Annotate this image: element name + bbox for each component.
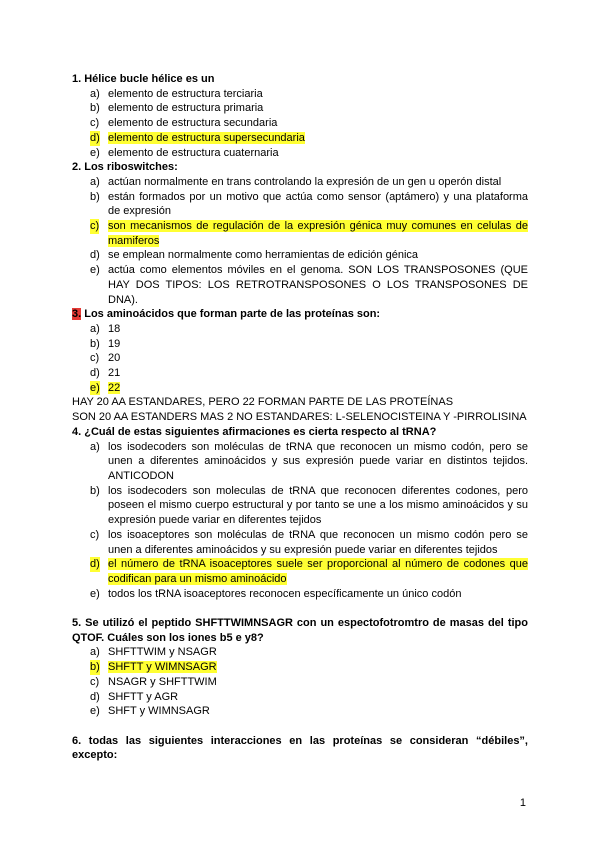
- option-4e: e) todos los tRNA isoaceptores reconocen específicamente un único codón: [90, 587, 462, 600]
- option-3c: c) 20: [90, 352, 121, 365]
- question-3-number: 3.: [72, 308, 82, 321]
- note-line-2: SON 20 AA ESTANDERS MAS 2 NO ESTANDARES: L-SELENOCISTEINA Y -PIRROLISINA: [72, 411, 527, 424]
- question-2-title: 2. Los riboswitches:: [72, 161, 178, 174]
- option-2e: e) actúa como elementos móviles en el genoma. SON LOS TRANSPOSONES (QUE HAY DOS TIPOS: LOS RETROTRANSPOSONES O LOS TRANSPOSONES DE DNA).: [90, 264, 528, 306]
- option-4c: c) los isoaceptores son moléculas de tRNA que reconocen un mismo codón pero se unen a diferentes aminoácidos y su expresión puede variar en diferentes tejidos: [90, 528, 528, 556]
- option-1a: a) elemento de estructura terciaria: [90, 87, 263, 100]
- question-1-options: [72, 87, 528, 161]
- question-4-options: [72, 440, 528, 602]
- question-2-options: [72, 175, 528, 307]
- question-3-title: 3. Los aminoácidos que forman parte de las proteínas son:: [72, 308, 381, 321]
- option-1d: d) elemento de estructura supersecundaria: [90, 131, 305, 144]
- spacer: [72, 719, 528, 734]
- question-4-title: 4. ¿Cuál de estas siguientes afirmaciones es cierta respecto al tRNA?: [72, 425, 437, 438]
- highlighted-answer: el número de tRNA isoaceptores suele ser proporcional al número de codones que codifican para un mismo aminoácido: [108, 558, 528, 585]
- option-3d: d) 21: [90, 367, 121, 380]
- option-5b: b) SHFTT y WIMNSAGR: [90, 661, 217, 674]
- question-1-title: 1. Hélice bucle hélice es un: [72, 73, 215, 85]
- option-4a: a) los isodecoders son moléculas de tRNA que reconocen un mismo codón, pero se unen a diferentes aminoácidos y sus expresión puede variar en distintos tejidos. ANTICODON: [90, 440, 528, 482]
- option-1b: b) elemento de estructura primaria: [90, 102, 264, 115]
- question-6-title: 6. todas las siguientes interacciones en las proteínas se consideran “débiles”, excepto:: [72, 734, 528, 762]
- option-2b: b) están formados por un motivo que actúa como sensor (aptámero) y una plataforma de expresión: [90, 190, 528, 218]
- option-4b: b) los isodecoders son moleculas de tRNA que reconocen diferentes codones, pero poseen el mismo cuerpo estructural y por tanto se une a los mismo aminoácidos y su expresión puede variar en diferentes tejidos: [90, 484, 528, 527]
- option-5d: d) SHFTT y AGR: [90, 690, 179, 703]
- option-3b: b) 19: [90, 337, 121, 350]
- option-2d: d) se emplean normalmente como herramientas de edición génica: [90, 249, 419, 262]
- option-3e: e) 22: [90, 381, 121, 394]
- question-5-options: [72, 645, 528, 719]
- highlighted-answer: 22: [108, 381, 121, 394]
- option-4d: d) el número de tRNA isoaceptores suele ser proporcional al número de codones que codifican para un mismo aminoácido: [90, 558, 528, 585]
- option-2c: c) son mecanismos de regulación de la expresión génica muy comunes en celulas de mamiferos: [90, 220, 528, 247]
- option-5c: c) NSAGR y SHFTTWIM: [90, 675, 217, 688]
- option-3a: a) 18: [90, 322, 121, 335]
- option-2a: a) actúan normalmente en trans controlando la expresión de un gen u operón distal: [90, 175, 502, 188]
- note-line-1: HAY 20 AA ESTANDARES, PERO 22 FORMAN PARTE DE LAS PROTEÍNAS: [72, 396, 454, 409]
- highlighted-answer: son mecanismos de regulación de la expresión génica muy comunes en celulas de mamiferos: [108, 220, 528, 247]
- option-1e: e) elemento de estructura cuaternaria: [90, 146, 279, 159]
- page-number: 1: [519, 797, 526, 809]
- highlighted-answer: elemento de estructura supersecundaria: [108, 131, 305, 144]
- question-3-options: [72, 322, 528, 396]
- document-page: [72, 72, 528, 763]
- spacer: [72, 601, 528, 616]
- highlighted-answer: SHFTT y WIMNSAGR: [108, 661, 217, 674]
- question-5-title: 5. Se utilizó el peptido SHFTTWIMNSAGR con un espectofotromtro de masas del tipo QTOF. Cuáles son los iones b5 e y8?: [72, 617, 528, 644]
- option-1c: c) elemento de estructura secundaria: [90, 117, 278, 130]
- option-5a: a) SHFTTWIM y NSAGR: [90, 646, 217, 659]
- option-5e: e) SHFT y WIMNSAGR: [90, 705, 210, 718]
